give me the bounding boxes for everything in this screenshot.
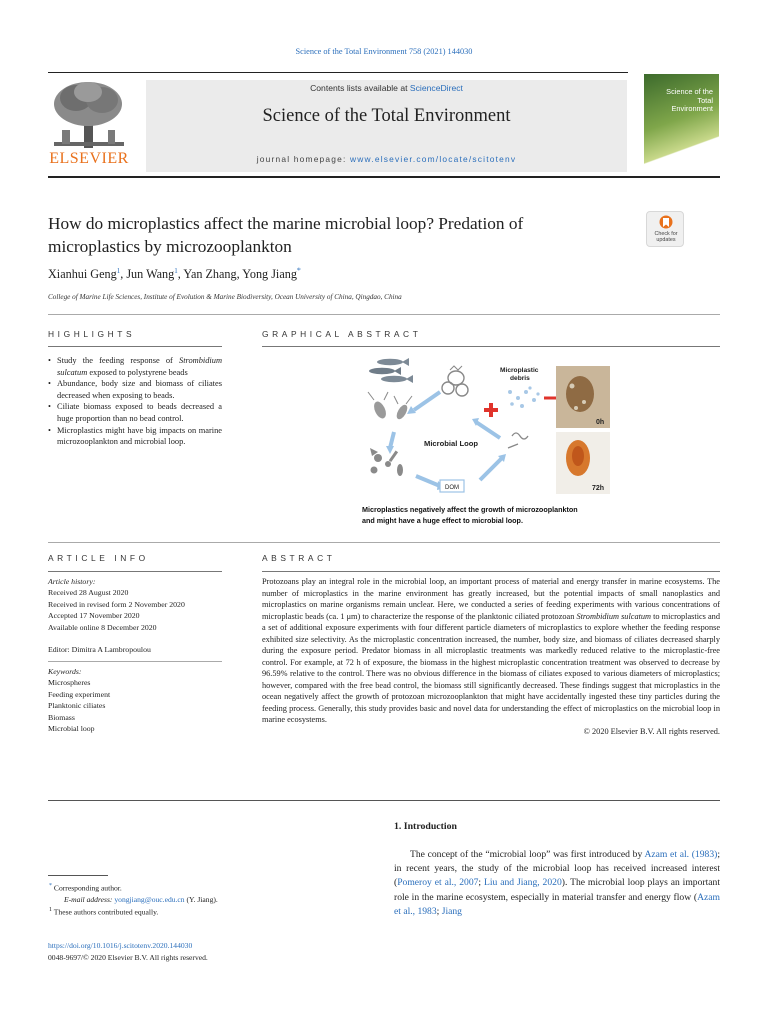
affiliation-rule <box>48 314 720 315</box>
highlight-item: • Microplastics might have big impacts on marine microzooplankton and microbial loop. <box>48 425 222 448</box>
abstract-rule <box>262 571 720 572</box>
author-list <box>48 266 648 282</box>
masthead-top-rule <box>48 72 628 73</box>
highlight-item: • Abundance, body size and biomass of ciliates decreased when exposing to beads. <box>48 378 222 401</box>
ga-caption-line1: Microplastics negatively affect the growth of microzooplankton <box>362 505 578 514</box>
label-microplastic: Microplastic <box>500 367 539 374</box>
highlight-item: • Study the feeding response of Strombidium sulcatum exposed to polystyrene beads <box>48 355 222 378</box>
highlights-list <box>48 355 222 448</box>
citation-link[interactable]: Azam et al. (1983) <box>644 849 718 860</box>
label-debris: debris <box>510 375 530 382</box>
keyword: Microspheres <box>48 678 91 688</box>
keyword: Biomass <box>48 712 75 722</box>
introduction-paragraph: The concept of the “microbial loop” was first introduced by Azam et al. (1983); in recent years, the study of the microbial loop has received increased interest (Pomeroy et al., 2007; Liu and Jiang, 2020). The microbial loop plays an important role in the marine ecosystem, especially in material transfer and energy flow (Azam et al., 1983; Jiang <box>394 849 720 917</box>
highlight-item: • Ciliate biomass exposed to beads decreased a huge proportion than no bead control. <box>48 401 222 424</box>
plankton-icon <box>370 448 403 476</box>
affiliation: College of Marine Life Sciences, Institute of Evolution & Marine Biodiversity, Ocean University of China, Qingdao, China <box>48 293 402 301</box>
keywords-rule <box>48 661 222 662</box>
citation-link[interactable]: Jiang <box>441 905 462 917</box>
editor-line: Editor: Dimitra A Lambropoulou <box>48 645 151 654</box>
citation-link[interactable]: Azam et al., 1983 <box>394 891 720 917</box>
keyword: Microbial loop <box>48 724 95 734</box>
graphical-abstract-heading: GRAPHICAL ABSTRACT <box>262 329 422 339</box>
journal-cover <box>644 74 719 174</box>
label-dom: DOM <box>445 485 459 491</box>
ciliate-icon <box>442 366 468 396</box>
issn-line: 0048-9697/© 2020 Elsevier B.V. All rights reserved. <box>48 953 208 962</box>
cover-title: Science of the Total Environment <box>666 87 713 113</box>
graphical-abstract-rule <box>262 346 720 347</box>
article-history: Article history: Received 28 August 2020 Received in revised form 2 November 2020 Accepted 17 November 2020 Available online 8 December 2020 <box>48 577 185 632</box>
contents-line: Contents lists available at ScienceDirect <box>310 83 463 93</box>
equal-contribution-note: $^1$ These authors contributed equally. <box>49 906 159 917</box>
abstract-body: Protozoans play an integral role in the microbial loop, an important process of material and energy transfer in marine ecosystems. The number of microplastics in the marine environment has greatly increased, but the potential impacts of small nanoplastics and microplastics on marine organisms remain unclear. Here, we conducted a series of feeding experiments with various concentrations of microplastic beads (ca. 1 μm) to characterize the response of the planktonic ciliated protozoan Strombidium sulcatum to microplastics and a set of additional exposure experiments with four different particle diameters of microplastics to explore whether the feeding response exhibited size selectivity. As the microplastic concentration increased, the number, body size, and biomass of ciliates decreased sharply during the exposure period. Predator biomass in all microplastic treatments was markedly reduced relative to the microplastic-free control. For example, at 72 h of exposure, the biomass in the highest microplastic concentration treatment was observed to decrease by 96.59% relative to the control. There was no obvious difference in the biomass of ciliates exposed to various diameters of microplastics; however, compared with the free bead control, the biomass still significantly decreased. These findings suggest that microplastics in the ocean negatively affect the growth of protozoan microzooplankton that might have accidentally ingested these tiny particles during the feeding process. Generally, this study provides basic and novel data for understanding the effect of microplastics on the microbial loop in marine ecosystems. © 2020 Elsevier B.V. All rights reserved. <box>262 577 720 736</box>
label-72h: 72h <box>592 485 605 492</box>
citation-link[interactable]: Pomeroy et al., 2007 <box>397 877 479 889</box>
label-0h: 0h <box>596 419 605 426</box>
author[interactable]: Yong Jiang* <box>242 266 301 282</box>
sciencedirect-link[interactable]: ScienceDirect <box>409 83 463 93</box>
copepod-icon <box>368 392 412 421</box>
body-start-rule <box>48 800 720 801</box>
graphical-abstract-figure <box>362 352 622 530</box>
article-title: How do microplastics affect the marine microbial loop? Predation of microplastics by microzooplankton <box>48 214 524 256</box>
doi-block <box>48 940 388 964</box>
elsevier-tree-icon <box>48 78 130 152</box>
journal-title: Science of the Total Environment <box>262 106 511 126</box>
email-note: E-mail address: yongjiang@ouc.edu.cn (Y. Jiang). <box>64 894 218 904</box>
ga-caption-line2: and might have a huge effect to microbial loop. <box>362 516 523 525</box>
keywords-block: Keywords: Microspheres Feeding experiment Planktonic ciliates Biomass Microbial loop <box>48 666 222 734</box>
check-for-updates-button[interactable] <box>646 211 684 247</box>
footnotes <box>49 881 376 917</box>
keyword: Planktonic ciliates <box>48 701 106 711</box>
blocked-cross-icon <box>484 403 498 417</box>
label-microbial-loop: Microbial Loop <box>424 439 478 448</box>
running-header[interactable]: Science of the Total Environment 758 (2021) 144030 <box>295 47 473 56</box>
microbial-loop-diagram <box>362 352 622 530</box>
email-link[interactable]: yongjiang@ouc.edu.cn <box>114 894 185 904</box>
corresponding-author-note: * Corresponding author. <box>49 883 122 893</box>
homepage-link[interactable]: www.elsevier.com/locate/scitotenv <box>350 154 517 164</box>
introduction-heading: 1. Introduction <box>394 821 457 832</box>
keyword: Feeding experiment <box>48 689 111 699</box>
citation-link[interactable]: Liu and Jiang, 2020 <box>484 877 562 889</box>
journal-masthead <box>146 80 627 172</box>
journal-homepage: journal homepage: www.elsevier.com/locate/scitotenv <box>256 154 517 164</box>
article-info-heading: ARTICLE INFO <box>48 553 149 563</box>
microplastic-dots <box>508 386 540 408</box>
publisher-wordmark: ELSEVIER <box>49 150 129 167</box>
author[interactable]: Yan Zhang, <box>183 267 243 282</box>
fish-icon <box>369 358 413 383</box>
elsevier-logo <box>48 78 130 168</box>
abstract-copyright: © 2020 Elsevier B.V. All rights reserved. <box>583 726 720 736</box>
section-rule <box>48 542 720 543</box>
bookmark-icon <box>659 215 673 231</box>
author[interactable]: Jun Wang$^1$, <box>126 267 184 282</box>
doi-link[interactable]: https://doi.org/10.1016/j.scitotenv.2020.144030 <box>48 941 193 950</box>
check-updates-label: Check for updates <box>654 231 678 244</box>
article-info-rule <box>48 571 222 572</box>
author[interactable]: Xianhui Geng$^1$, <box>48 267 127 282</box>
footnote-rule <box>48 875 108 876</box>
highlights-rule <box>48 346 222 347</box>
bacteria-icon <box>508 433 528 448</box>
masthead-bottom-rule <box>48 176 720 178</box>
abstract-heading: ABSTRACT <box>262 553 336 563</box>
highlights-heading: HIGHLIGHTS <box>48 329 136 339</box>
